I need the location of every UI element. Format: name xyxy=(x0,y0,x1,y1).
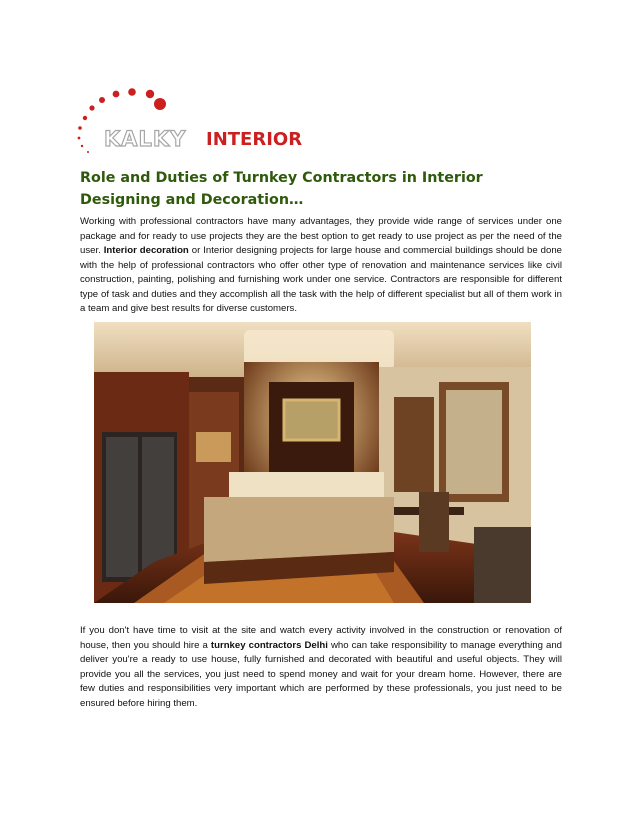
kalky-interior-logo xyxy=(66,82,336,167)
paragraph-text: who can take responsibility to manage everything and deliver you're a ready to use house, fully furnished and decorated with beautiful and useful objects. They will provide you all the services, you just need to spend money and wait for your dream home. However, there are few duties and responsibilities very important which are performed by these professionals, you just need to be ensured before hiring them. xyxy=(80,639,562,709)
paragraph-text: Working with professional contractors have many advantages, they provide wide range of services under one package and for ready to use projects they are the best option to get ready to use project as per the need of the user. xyxy=(80,216,562,256)
logo-brand-left: KALKY xyxy=(104,127,187,151)
keyword-link-interior-decoration: Interior decoration xyxy=(103,245,189,256)
paragraph-turnkey xyxy=(80,624,562,711)
paragraph-text: If you don't have time to visit at the site and watch every activity involved in the construction or renovation of house, then you should hire a xyxy=(80,625,562,651)
logo-brand-right: INTERIOR xyxy=(206,129,303,150)
paragraph-text: or Interior designing projects for large house and commercial buildings should be done with the help of professional contractors who offer other type of renovation and maintenance services like civil construction, painting, polishing and furnishing work under one service. Contractors are responsible for different type of task and duties and they accomplish all the task with the help of different specialist but all of them work in a team and give best results for diverse customers. xyxy=(80,245,563,314)
bedroom-interior-photo xyxy=(94,322,531,603)
keyword-link-turnkey-contractors: turnkey contractors Delhi xyxy=(210,639,328,651)
document-title: Role and Duties of Turnkey Contractors in Interior Designing and Decoration… xyxy=(80,170,483,208)
paragraph-intro xyxy=(80,215,562,317)
